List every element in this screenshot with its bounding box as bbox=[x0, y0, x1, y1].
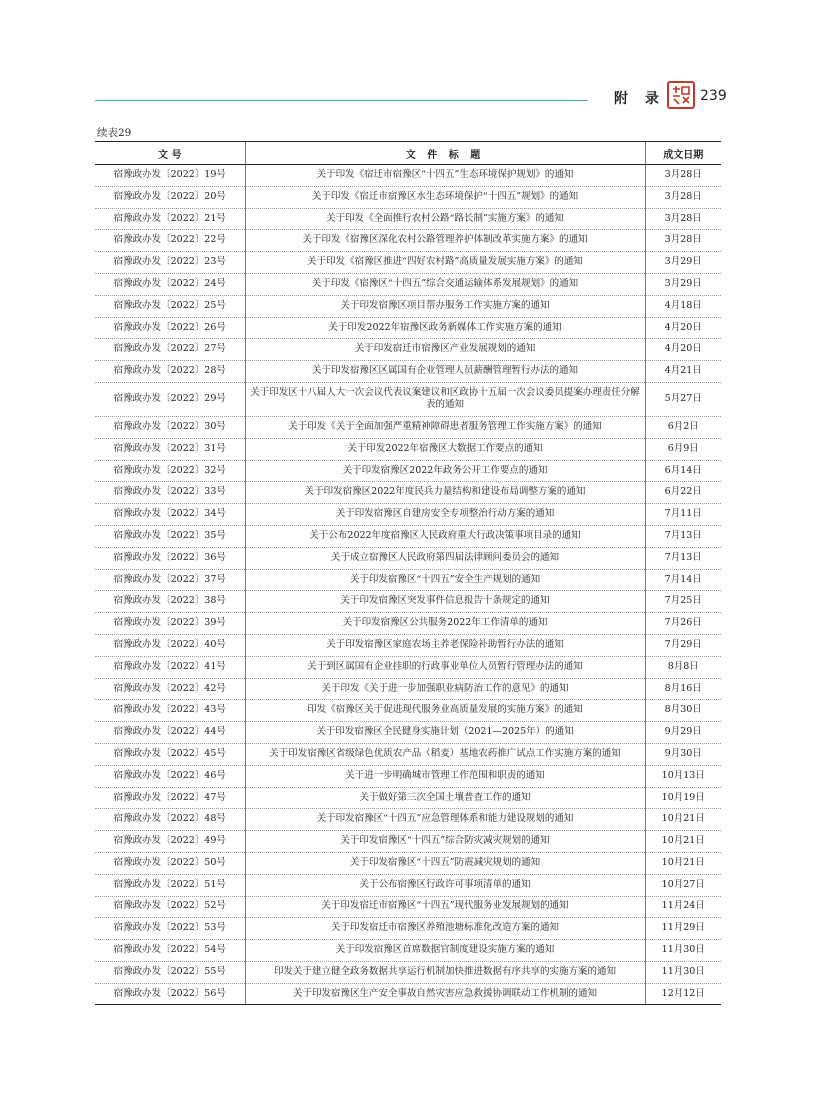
doc-number-cell: 宿豫政办发〔2022〕54号 bbox=[95, 940, 245, 962]
doc-number-cell: 宿豫政办发〔2022〕52号 bbox=[95, 896, 245, 918]
table-row bbox=[95, 613, 721, 635]
doc-number-cell: 宿豫政办发〔2022〕56号 bbox=[95, 983, 245, 1005]
table-row bbox=[95, 634, 721, 656]
doc-number-cell: 宿豫政办发〔2022〕38号 bbox=[95, 591, 245, 613]
issue-date-cell: 4月21日 bbox=[645, 361, 721, 383]
table-row bbox=[95, 569, 721, 591]
issue-date-cell: 11月24日 bbox=[645, 896, 721, 918]
issue-date-cell: 11月29日 bbox=[645, 918, 721, 940]
issue-date-cell: 8月30日 bbox=[645, 700, 721, 722]
table-row bbox=[95, 165, 721, 187]
table-row bbox=[95, 504, 721, 526]
doc-title-cell: 关于印发《宿豫区“十四五”综合交通运输体系发展规划》的通知 bbox=[245, 273, 645, 295]
doc-number-cell: 宿豫政办发〔2022〕26号 bbox=[95, 317, 245, 339]
table-row bbox=[95, 382, 721, 416]
doc-title-cell: 关于印发《关于全面加强严重精神障碍患者服务管理工作实施方案》的通知 bbox=[245, 416, 645, 438]
doc-title-cell: 印发《宿豫区关于促进现代服务业高质量发展的实施方案》的通知 bbox=[245, 700, 645, 722]
doc-title-cell: 关于成立宿豫区人民政府第四届法律顾问委员会的通知 bbox=[245, 547, 645, 569]
header-doc-number: 文 号 bbox=[95, 142, 245, 165]
issue-date-cell: 3月28日 bbox=[645, 230, 721, 252]
doc-title-cell: 关于印发宿迁市宿豫区产业发展规划的通知 bbox=[245, 339, 645, 361]
issue-date-cell: 10月27日 bbox=[645, 874, 721, 896]
table-row bbox=[95, 722, 721, 744]
issue-date-cell: 12月12日 bbox=[645, 983, 721, 1005]
issue-date-cell: 10月21日 bbox=[645, 831, 721, 853]
table-row bbox=[95, 852, 721, 874]
issue-date-cell: 6月14日 bbox=[645, 460, 721, 482]
issue-date-cell: 3月29日 bbox=[645, 273, 721, 295]
issue-date-cell: 7月25日 bbox=[645, 591, 721, 613]
issue-date-cell: 10月19日 bbox=[645, 787, 721, 809]
doc-number-cell: 宿豫政办发〔2022〕20号 bbox=[95, 186, 245, 208]
doc-number-cell: 宿豫政办发〔2022〕45号 bbox=[95, 743, 245, 765]
table-row bbox=[95, 831, 721, 853]
table-header-row bbox=[95, 142, 721, 165]
doc-number-cell: 宿豫政办发〔2022〕48号 bbox=[95, 809, 245, 831]
doc-title-cell: 关于印发2022年宿豫区政务新媒体工作实施方案的通知 bbox=[245, 317, 645, 339]
table-row bbox=[95, 525, 721, 547]
table-row bbox=[95, 940, 721, 962]
doc-number-cell: 宿豫政办发〔2022〕28号 bbox=[95, 361, 245, 383]
doc-number-cell: 宿豫政办发〔2022〕41号 bbox=[95, 656, 245, 678]
doc-number-cell: 宿豫政办发〔2022〕36号 bbox=[95, 547, 245, 569]
issue-date-cell: 3月29日 bbox=[645, 252, 721, 274]
issue-date-cell: 9月29日 bbox=[645, 722, 721, 744]
doc-number-cell: 宿豫政办发〔2022〕27号 bbox=[95, 339, 245, 361]
issue-date-cell: 9月30日 bbox=[645, 743, 721, 765]
doc-title-cell: 关于印发宿豫区突发事件信息报告十条规定的通知 bbox=[245, 591, 645, 613]
doc-title-cell: 关于印发宿迁市宿豫区养殖池塘标准化改造方案的通知 bbox=[245, 918, 645, 940]
doc-number-cell: 宿豫政办发〔2022〕33号 bbox=[95, 482, 245, 504]
doc-number-cell: 宿豫政办发〔2022〕21号 bbox=[95, 208, 245, 230]
issue-date-cell: 10月13日 bbox=[645, 765, 721, 787]
doc-number-cell: 宿豫政办发〔2022〕30号 bbox=[95, 416, 245, 438]
doc-title-cell: 关于印发宿迁市宿豫区“十四五”现代服务业发展规划的通知 bbox=[245, 896, 645, 918]
doc-title-cell: 关于印发《宿豫区推进“四好农村路”高质量发展实施方案》的通知 bbox=[245, 252, 645, 274]
doc-number-cell: 宿豫政办发〔2022〕49号 bbox=[95, 831, 245, 853]
table-row bbox=[95, 252, 721, 274]
doc-title-cell: 关于印发2022年宿豫区大数据工作要点的通知 bbox=[245, 438, 645, 460]
doc-number-cell: 宿豫政办发〔2022〕23号 bbox=[95, 252, 245, 274]
table-row bbox=[95, 896, 721, 918]
issue-date-cell: 10月21日 bbox=[645, 852, 721, 874]
doc-number-cell: 宿豫政办发〔2022〕50号 bbox=[95, 852, 245, 874]
doc-title-cell: 关于印发宿豫区全民健身实施计划（2021—2025年）的通知 bbox=[245, 722, 645, 744]
table-row bbox=[95, 339, 721, 361]
doc-number-cell: 宿豫政办发〔2022〕53号 bbox=[95, 918, 245, 940]
doc-title-cell: 关于印发宿豫区家庭农场主养老保险补助暂行办法的通知 bbox=[245, 634, 645, 656]
issue-date-cell: 7月13日 bbox=[645, 547, 721, 569]
doc-title-cell: 关于印发宿豫区“十四五”安全生产规划的通知 bbox=[245, 569, 645, 591]
doc-number-cell: 宿豫政办发〔2022〕34号 bbox=[95, 504, 245, 526]
doc-title-cell: 关于印发区十八届人大一次会议代表议案建议和区政协十五届一次会议委员提案办理责任分解表的通知 bbox=[245, 382, 645, 416]
doc-number-cell: 宿豫政办发〔2022〕47号 bbox=[95, 787, 245, 809]
doc-number-cell: 宿豫政办发〔2022〕51号 bbox=[95, 874, 245, 896]
table-row bbox=[95, 700, 721, 722]
doc-title-cell: 关于印发《宿迁市宿豫区水生态环境保护“十四五”规划》的通知 bbox=[245, 186, 645, 208]
doc-number-cell: 宿豫政办发〔2022〕29号 bbox=[95, 382, 245, 416]
issue-date-cell: 8月8日 bbox=[645, 656, 721, 678]
issue-date-cell: 4月20日 bbox=[645, 339, 721, 361]
doc-title-cell: 关于印发宿豫区生产安全事故自然灾害应急救援协调联动工作机制的通知 bbox=[245, 983, 645, 1005]
doc-title-cell: 关于印发宿豫区省级绿色优质农产品（稻麦）基地农药推广试点工作实施方案的通知 bbox=[245, 743, 645, 765]
doc-title-cell: 关于公布2022年度宿豫区人民政府重大行政决策事项目录的通知 bbox=[245, 525, 645, 547]
doc-title-cell: 关于印发宿豫区2022年度民兵力量结构和建设布局调整方案的通知 bbox=[245, 482, 645, 504]
table-row bbox=[95, 230, 721, 252]
doc-title-cell: 关于印发宿豫区区属国有企业管理人员薪酬管理暂行办法的通知 bbox=[245, 361, 645, 383]
table-row bbox=[95, 295, 721, 317]
doc-number-cell: 宿豫政办发〔2022〕22号 bbox=[95, 230, 245, 252]
doc-number-cell: 宿豫政办发〔2022〕24号 bbox=[95, 273, 245, 295]
table-row bbox=[95, 361, 721, 383]
doc-title-cell: 关于印发宿豫区首席数据官制度建设实施方案的通知 bbox=[245, 940, 645, 962]
doc-title-cell: 关于印发宿豫区自建房安全专项整治行动方案的通知 bbox=[245, 504, 645, 526]
doc-number-cell: 宿豫政办发〔2022〕25号 bbox=[95, 295, 245, 317]
issue-date-cell: 5月27日 bbox=[645, 382, 721, 416]
doc-number-cell: 宿豫政办发〔2022〕44号 bbox=[95, 722, 245, 744]
table-row bbox=[95, 416, 721, 438]
doc-title-cell: 关于公布宿豫区行政许可事项清单的通知 bbox=[245, 874, 645, 896]
issue-date-cell: 7月14日 bbox=[645, 569, 721, 591]
doc-title-cell: 关于印发宿豫区“十四五”应急管理体系和能力建设规划的通知 bbox=[245, 809, 645, 831]
document-table bbox=[95, 141, 721, 1005]
header-rule bbox=[95, 100, 588, 101]
table-row bbox=[95, 809, 721, 831]
doc-title-cell: 关于印发《宿豫区深化农村公路管理养护体制改革实施方案》的通知 bbox=[245, 230, 645, 252]
doc-number-cell: 宿豫政办发〔2022〕39号 bbox=[95, 613, 245, 635]
table-row bbox=[95, 765, 721, 787]
issue-date-cell: 6月22日 bbox=[645, 482, 721, 504]
issue-date-cell: 7月29日 bbox=[645, 634, 721, 656]
table-row bbox=[95, 317, 721, 339]
doc-title-cell: 关于印发《全面推行农村公路“路长制”实施方案》的通知 bbox=[245, 208, 645, 230]
issue-date-cell: 10月21日 bbox=[645, 809, 721, 831]
doc-number-cell: 宿豫政办发〔2022〕31号 bbox=[95, 438, 245, 460]
table-row bbox=[95, 918, 721, 940]
doc-number-cell: 宿豫政办发〔2022〕40号 bbox=[95, 634, 245, 656]
doc-number-cell: 宿豫政办发〔2022〕19号 bbox=[95, 165, 245, 187]
issue-date-cell: 7月26日 bbox=[645, 613, 721, 635]
table-row bbox=[95, 591, 721, 613]
table-row bbox=[95, 678, 721, 700]
doc-title-cell: 关于印发宿豫区“十四五”防震减灾规划的通知 bbox=[245, 852, 645, 874]
issue-date-cell: 3月28日 bbox=[645, 186, 721, 208]
table-row bbox=[95, 208, 721, 230]
doc-title-cell: 关于印发《宿迁市宿豫区“十四五”生态环境保护规划》的通知 bbox=[245, 165, 645, 187]
issue-date-cell: 6月9日 bbox=[645, 438, 721, 460]
issue-date-cell: 11月30日 bbox=[645, 940, 721, 962]
table-row bbox=[95, 656, 721, 678]
doc-title-cell: 关于印发《关于进一步加强职业病防治工作的意见》的通知 bbox=[245, 678, 645, 700]
table-row bbox=[95, 983, 721, 1005]
table-row bbox=[95, 547, 721, 569]
table-caption: 续表29 bbox=[97, 127, 132, 139]
doc-title-cell: 关于印发宿豫区“十四五”综合防灾减灾规划的通知 bbox=[245, 831, 645, 853]
issue-date-cell: 8月16日 bbox=[645, 678, 721, 700]
table-row bbox=[95, 438, 721, 460]
doc-number-cell: 宿豫政办发〔2022〕37号 bbox=[95, 569, 245, 591]
doc-title-cell: 关于进一步明确城市管理工作范围和职责的通知 bbox=[245, 765, 645, 787]
table-row bbox=[95, 743, 721, 765]
issue-date-cell: 7月11日 bbox=[645, 504, 721, 526]
issue-date-cell: 4月20日 bbox=[645, 317, 721, 339]
doc-number-cell: 宿豫政办发〔2022〕35号 bbox=[95, 525, 245, 547]
doc-number-cell: 宿豫政办发〔2022〕42号 bbox=[95, 678, 245, 700]
doc-number-cell: 宿豫政办发〔2022〕55号 bbox=[95, 961, 245, 983]
doc-number-cell: 宿豫政办发〔2022〕46号 bbox=[95, 765, 245, 787]
table-row bbox=[95, 460, 721, 482]
doc-title-cell: 关于印发宿豫区公共服务2022年工作清单的通知 bbox=[245, 613, 645, 635]
issue-date-cell: 4月18日 bbox=[645, 295, 721, 317]
doc-title-cell: 关于做好第三次全国土壤普查工作的通知 bbox=[245, 787, 645, 809]
seal-logo-icon bbox=[667, 81, 695, 109]
table-row bbox=[95, 961, 721, 983]
table-row bbox=[95, 482, 721, 504]
section-label: 附 录 bbox=[614, 91, 665, 107]
doc-title-cell: 关于印发宿豫区项目帮办服务工作实施方案的通知 bbox=[245, 295, 645, 317]
issue-date-cell: 7月13日 bbox=[645, 525, 721, 547]
table-row bbox=[95, 186, 721, 208]
issue-date-cell: 3月28日 bbox=[645, 165, 721, 187]
doc-title-cell: 关于印发宿豫区2022年政务公开工作要点的通知 bbox=[245, 460, 645, 482]
doc-number-cell: 宿豫政办发〔2022〕43号 bbox=[95, 700, 245, 722]
doc-title-cell: 关于到区属国有企业挂职的行政事业单位人员暂行管理办法的通知 bbox=[245, 656, 645, 678]
table-row bbox=[95, 787, 721, 809]
header-issue-date: 成文日期 bbox=[645, 142, 721, 165]
table-row bbox=[95, 874, 721, 896]
header-doc-title: 文 件 标 题 bbox=[245, 142, 645, 165]
page-number: 239 bbox=[700, 88, 727, 104]
issue-date-cell: 11月30日 bbox=[645, 961, 721, 983]
table-row bbox=[95, 273, 721, 295]
issue-date-cell: 6月2日 bbox=[645, 416, 721, 438]
doc-number-cell: 宿豫政办发〔2022〕32号 bbox=[95, 460, 245, 482]
issue-date-cell: 3月28日 bbox=[645, 208, 721, 230]
doc-title-cell: 印发关于建立健全政务数据共享运行机制加快推进数据有序共享的实施方案的通知 bbox=[245, 961, 645, 983]
